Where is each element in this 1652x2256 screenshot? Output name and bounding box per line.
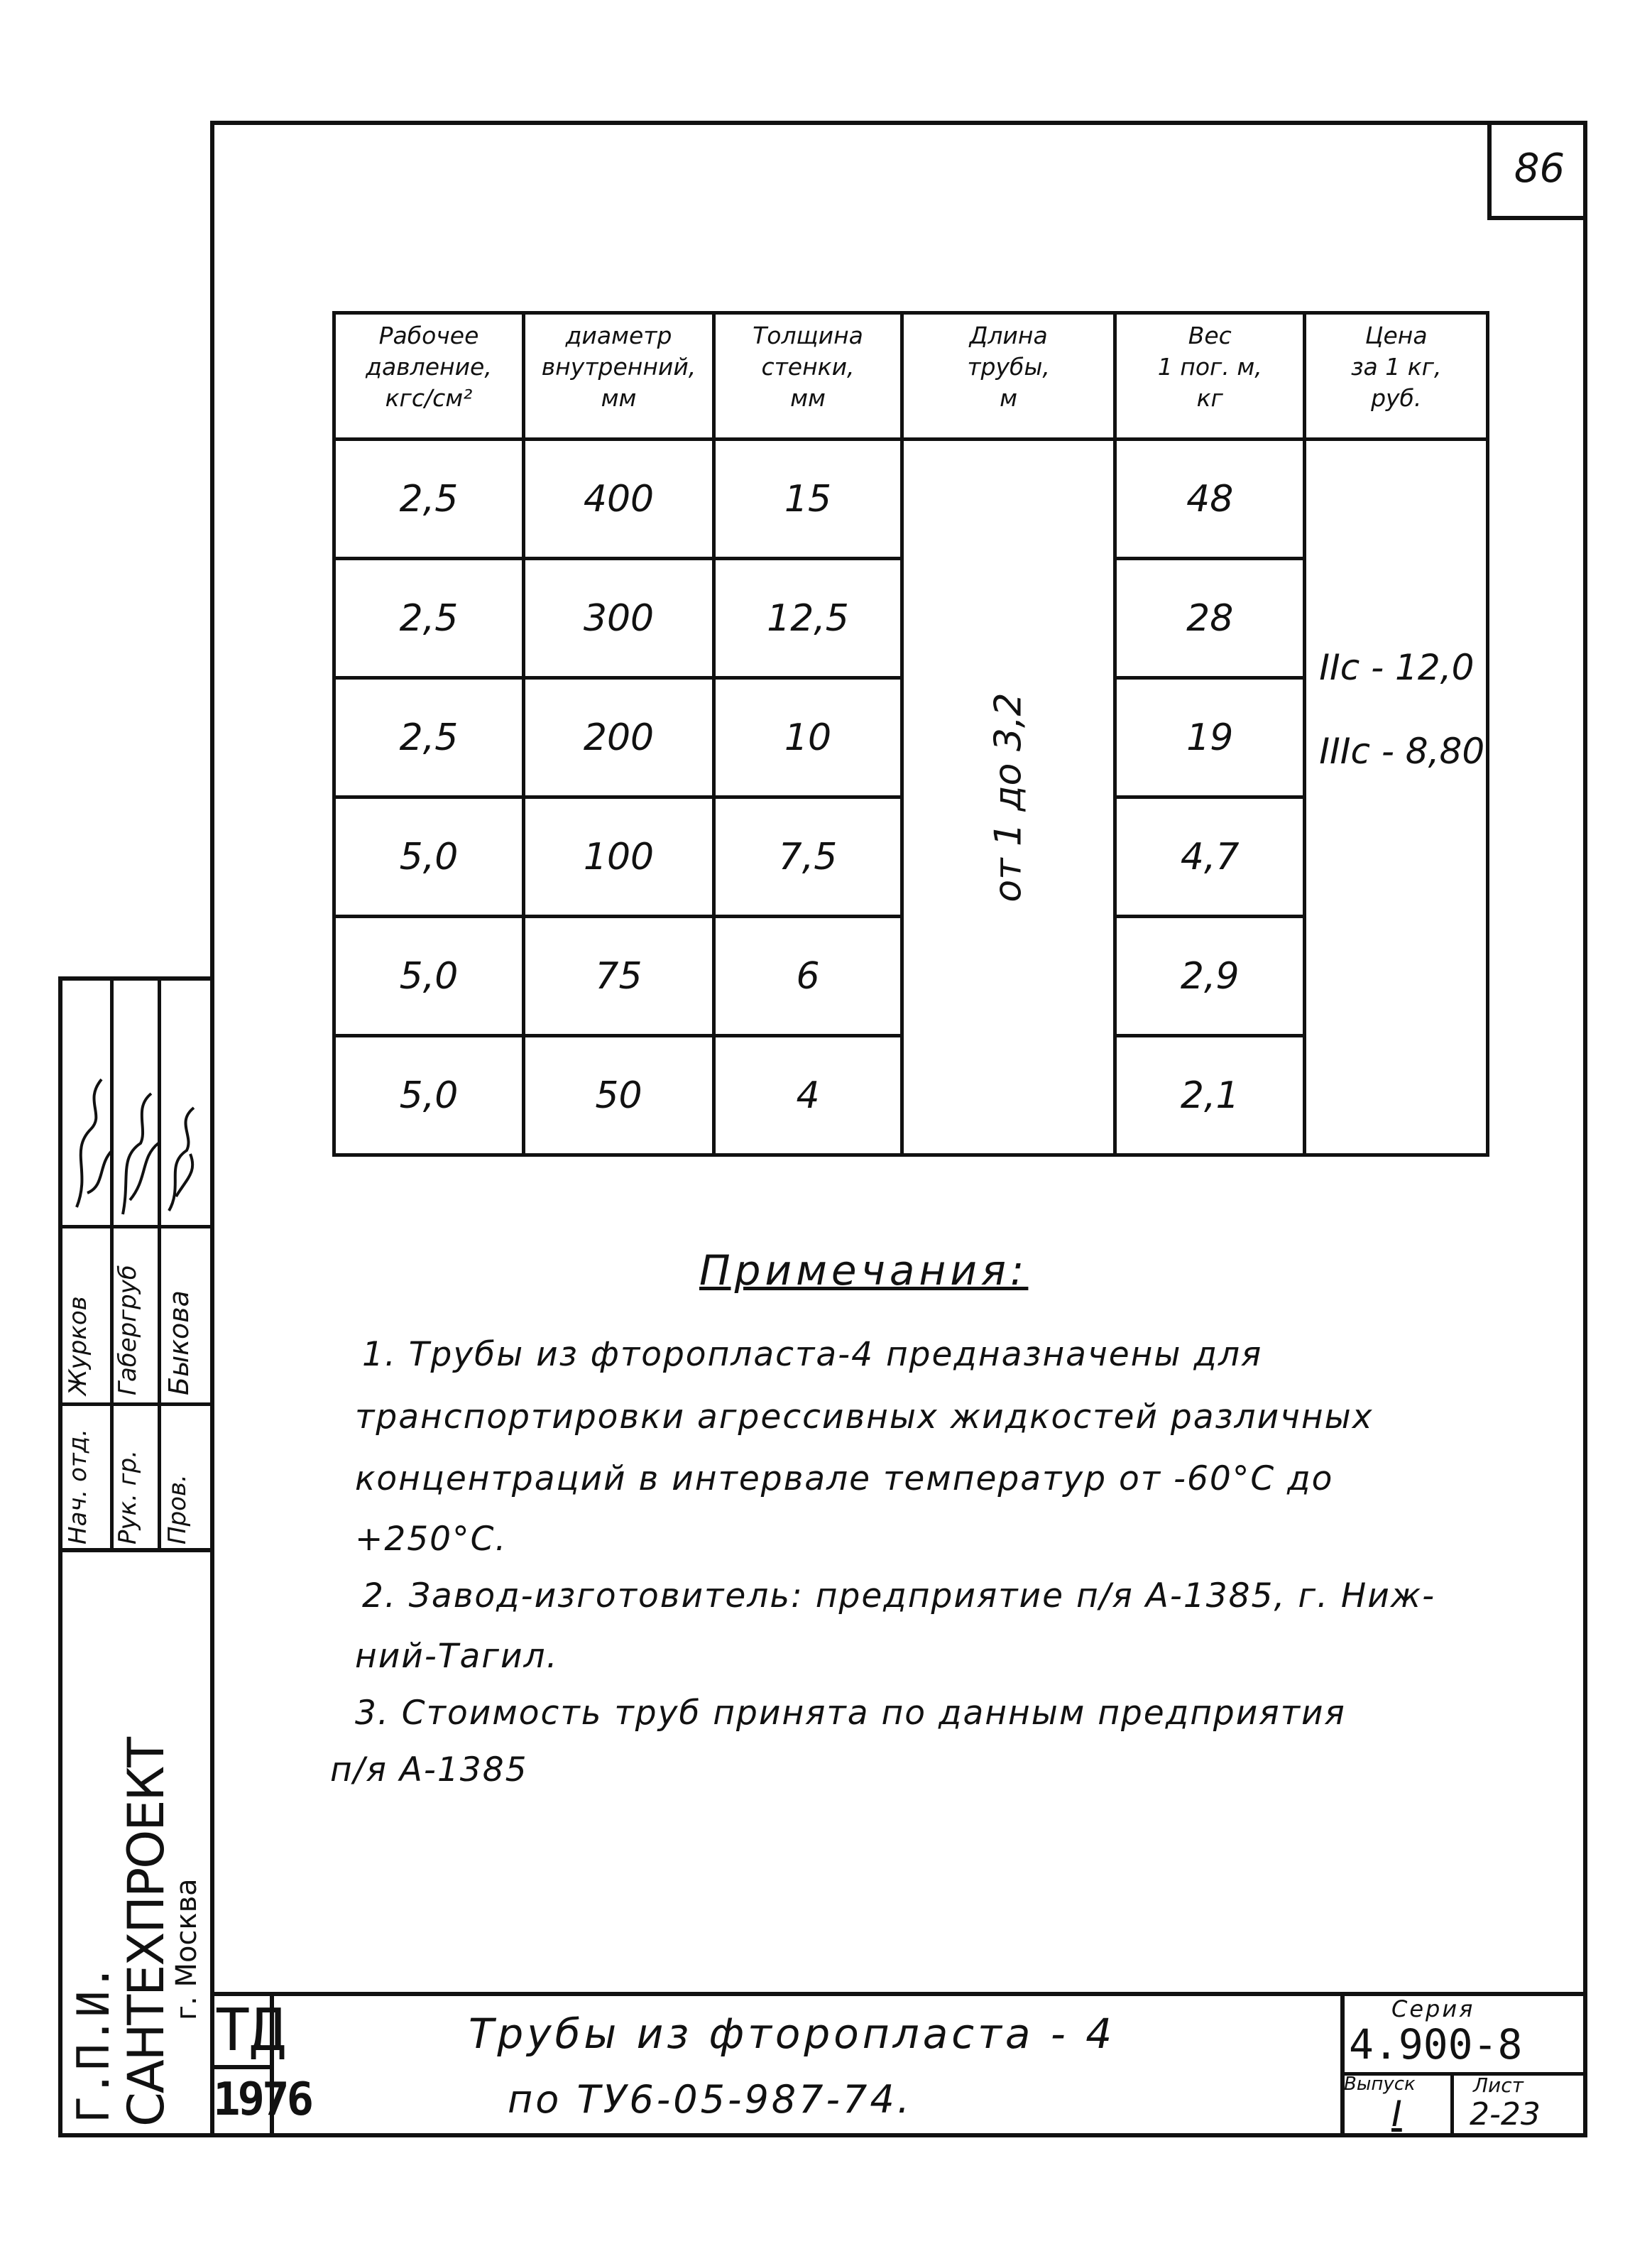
cell-diameter: 75 [524, 917, 714, 1036]
note-line: +250°С. [355, 1520, 508, 1559]
cell-weight: 48 [1115, 440, 1305, 559]
header-wall: Толщина стенки, мм [714, 313, 902, 440]
cell-wall: 10 [714, 678, 902, 797]
table-row [334, 440, 1488, 559]
year-label: 1976 [213, 2074, 312, 2126]
cell-pressure: 5,0 [334, 1036, 524, 1155]
table-header-row [334, 313, 1488, 440]
title-block-mid-line [210, 2065, 274, 2069]
note-line: концентраций в интервале температур от -60°С до [355, 1459, 1334, 1498]
cell-weight: 2,1 [1115, 1036, 1305, 1155]
header-length: Длина трубы, м [902, 313, 1115, 440]
sheet-number: 86 [1487, 121, 1587, 220]
org-line2: САНТЕХПРОЕКТ [117, 1738, 175, 2127]
seria-value: 4.900-8 [1349, 2020, 1523, 2069]
seria-label: Серия [1391, 1995, 1475, 2022]
org-line1: Г.П.И. [67, 1964, 119, 2123]
doc-title-line1: Трубы из фторопласта - 4 [469, 2010, 1116, 2058]
note-line: 2. Завод-изготовитель: предприятие п/я А-1385, г. Ниж- [362, 1576, 1436, 1615]
td-label: ТД [215, 1997, 285, 2064]
cell-weight: 4,7 [1115, 797, 1305, 917]
cell-wall: 6 [714, 917, 902, 1036]
vypusk-label: Выпуск [1344, 2074, 1416, 2095]
cell-weight: 28 [1115, 559, 1305, 678]
cell-diameter: 50 [524, 1036, 714, 1155]
sidebar-divider [58, 1548, 210, 1552]
role-label: Пров. [163, 1474, 192, 1544]
name-label: Быкова [163, 1290, 195, 1395]
cell-weight: 2,9 [1115, 917, 1305, 1036]
title-block-list-divider [1450, 2072, 1454, 2137]
cell-diameter: 400 [524, 440, 714, 559]
cell-wall: 4 [714, 1036, 902, 1155]
cell-diameter: 100 [524, 797, 714, 917]
name-label: Журков [64, 1296, 92, 1395]
signatures-icon [62, 1065, 204, 1221]
cell-wall: 15 [714, 440, 902, 559]
cell-pressure: 5,0 [334, 797, 524, 917]
cell-price-merged [1305, 440, 1488, 1155]
header-price: Цена за 1 кг, руб. [1305, 313, 1488, 440]
note-line: 1. Трубы из фторопласта-4 предназначены для [362, 1335, 1263, 1374]
list-label: Лист [1473, 2074, 1524, 2097]
cell-diameter: 200 [524, 678, 714, 797]
org-line3: г. Москва [170, 1878, 203, 2020]
header-pressure: Рабочее давление, кгс/см² [334, 313, 524, 440]
cell-pressure: 2,5 [334, 559, 524, 678]
price-grade-2: IIс - 12,0 [1319, 647, 1475, 688]
price-grade-3: IIIс - 8,80 [1319, 731, 1485, 772]
cell-pressure: 2,5 [334, 678, 524, 797]
sidebar-col-line [158, 976, 161, 1548]
note-line: 3. Стоимость труб принята по данным предприятия [355, 1694, 1346, 1733]
name-label: Габергруб [114, 1265, 142, 1395]
cell-weight: 19 [1115, 678, 1305, 797]
notes-title: Примечания: [699, 1246, 1029, 1295]
cell-wall: 12,5 [714, 559, 902, 678]
header-diameter: диаметр внутренний, мм [524, 313, 714, 440]
title-block-top-line [210, 1992, 1587, 1996]
title-block-right-line [1340, 1992, 1345, 2137]
cell-diameter: 300 [524, 559, 714, 678]
pipe-spec-table [332, 311, 1489, 1157]
sidebar-row-line [58, 1402, 210, 1406]
cell-length-merged: от 1 до 3,2 [902, 440, 1115, 1155]
cell-pressure: 2,5 [334, 440, 524, 559]
role-label: Рук. гр. [114, 1449, 142, 1544]
note-line: ний-Тагил. [355, 1637, 559, 1676]
cell-wall: 7,5 [714, 797, 902, 917]
role-label: Нач. отд. [64, 1428, 92, 1544]
note-line: п/я А-1385 [330, 1750, 528, 1789]
vypusk-value: I [1391, 2093, 1402, 2135]
list-value: 2-23 [1470, 2096, 1541, 2132]
sidebar-row-line [58, 1225, 210, 1228]
note-line: транспортировки агрессивных жидкостей различных [355, 1397, 1374, 1437]
cell-pressure: 5,0 [334, 917, 524, 1036]
header-weight: Вес 1 пог. м, кг [1115, 313, 1305, 440]
doc-title-line2: по ТУ6-05-987-74. [508, 2077, 912, 2122]
